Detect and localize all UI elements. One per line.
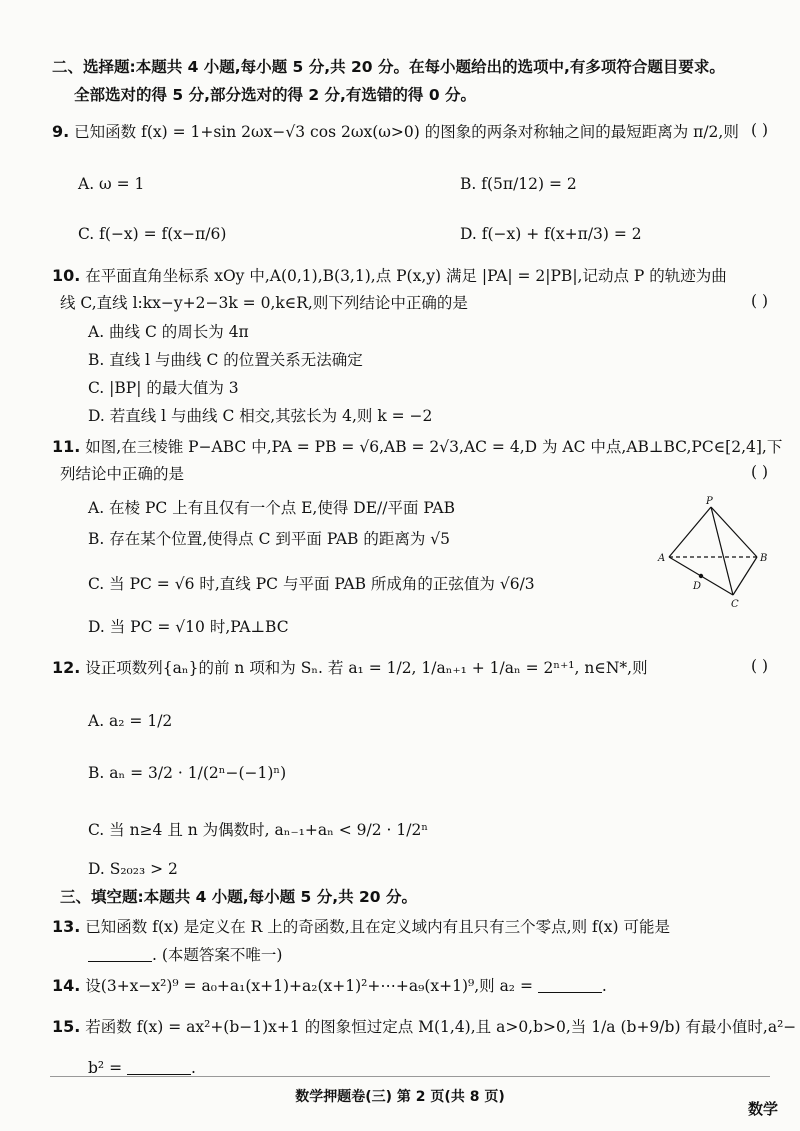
label-a: A xyxy=(658,553,666,564)
q12-option-d: D. S₂₀₂₃ > 2 xyxy=(88,860,178,878)
q11-answer-bracket: ( ) xyxy=(750,463,768,481)
q9-stem-line xyxy=(52,121,739,143)
edge-pc xyxy=(711,507,733,595)
subject-corner-label: 数学 xyxy=(747,1100,778,1118)
label-c: C xyxy=(731,599,739,610)
label-p: P xyxy=(706,496,713,507)
footer-divider xyxy=(50,1076,770,1077)
q12-answer-bracket: ( ) xyxy=(750,657,768,675)
q9-option-a: A. ω = 1 xyxy=(78,175,145,193)
q9-option-b: B. f(5π/12) = 2 xyxy=(460,175,577,193)
q11-option-b: B. 存在某个位置,使得点 C 到平面 PAB 的距离为 √5 xyxy=(88,530,450,548)
edge-bc xyxy=(733,557,757,595)
q12-option-a: A. a₂ = 1/2 xyxy=(88,712,173,730)
q13-line2 xyxy=(88,944,282,966)
q9-option-d: D. f(−x) + f(x+π/3) = 2 xyxy=(460,225,642,243)
q14-answer-blank[interactable] xyxy=(538,978,602,993)
q11-option-c: C. 当 PC = √6 时,直线 PC 与平面 PAB 所成角的正弦值为 √6/3 xyxy=(88,575,535,593)
q13-answer-blank[interactable] xyxy=(88,947,152,962)
q9-answer-bracket: ( ) xyxy=(750,121,768,139)
q11-number: 11. xyxy=(52,437,81,456)
q10-stem-1: 在平面直角坐标系 xOy 中,A(0,1),B(3,1),点 P(x,y) 满足 |PA| = 2|PB|,记动点 P 的轨迹为曲 xyxy=(85,267,727,285)
q14-stem: 设(3+x−x²)⁹ = a₀+a₁(x+1)+a₂(x+1)²+⋯+a₉(x+1)⁹,则 a₂ = xyxy=(85,977,533,995)
q13-text-2: . (本题答案不唯一) xyxy=(152,946,283,964)
q9-stem: 已知函数 f(x) = 1+sin 2ωx−√3 cos 2ωx(ω>0) 的图象的两条对称轴之间的最短距离为 π/2,则 xyxy=(74,123,739,141)
section3-heading: 三、填空题:本题共 4 小题,每小题 5 分,共 20 分。 xyxy=(60,888,417,906)
q15-text-1: 若函数 f(x) = ax²+(b−1)x+1 的图象恒过定点 M(1,4),且 a>0,b>0,当 1/a (b+9/b) 有最小值时,a²− xyxy=(85,1018,797,1036)
label-d: D xyxy=(693,581,702,592)
q13-text-1: 已知函数 f(x) 是定义在 R 上的奇函数,且在定义域内有且只有三个零点,则 f(x) 可能是 xyxy=(85,918,671,936)
q12-option-c: C. 当 n≥4 且 n 为偶数时, aₙ₋₁+aₙ < 9/2 · 1/2ⁿ xyxy=(88,821,429,839)
q12-stem-line xyxy=(52,657,648,679)
q11-stem-line1 xyxy=(52,436,782,458)
section2-heading-line2: 全部选对的得 5 分,部分选对的得 2 分,有选错的得 0 分。 xyxy=(74,86,477,104)
q14-end: . xyxy=(601,977,607,995)
q14-line xyxy=(52,975,607,997)
q15-number: 15. xyxy=(52,1017,81,1036)
q15-answer-blank[interactable] xyxy=(127,1060,191,1075)
q11-stem-1: 如图,在三棱锥 P−ABC 中,PA = PB = √6,AB = 2√3,AC = 4,D 为 AC 中点,AB⊥BC,PC∈[2,4],下 xyxy=(85,438,783,456)
q13-line1 xyxy=(52,916,670,938)
q9-number: 9. xyxy=(52,122,70,141)
q15-text-2: b² = xyxy=(88,1059,123,1077)
edge-pa xyxy=(669,507,711,557)
page-footer: 数学押题卷(三) 第 2 页(共 8 页) xyxy=(295,1089,505,1105)
q9-option-c: C. f(−x) = f(x−π/6) xyxy=(78,225,227,243)
q10-number: 10. xyxy=(52,266,81,285)
q11-option-a: A. 在棱 PC 上有且仅有一个点 E,使得 DE//平面 PAB xyxy=(88,499,455,517)
q13-number: 13. xyxy=(52,917,81,936)
q11-stem-line2: 列结论中正确的是 xyxy=(60,465,185,483)
q10-option-d: D. 若直线 l 与曲线 C 相交,其弦长为 4,则 k = −2 xyxy=(88,407,433,425)
q10-option-c: C. |BP| 的最大值为 3 xyxy=(88,379,239,397)
q10-stem-line1 xyxy=(52,265,727,287)
q12-option-b: B. aₙ = 3/2 · 1/(2ⁿ−(−1)ⁿ) xyxy=(88,764,287,782)
q15-end: . xyxy=(191,1059,196,1077)
q11-option-d: D. 当 PC = √10 时,PA⊥BC xyxy=(88,618,289,636)
q12-number: 12. xyxy=(52,658,81,677)
q15-line1 xyxy=(52,1016,796,1038)
label-b: B xyxy=(760,553,768,564)
tetrahedron-figure xyxy=(655,495,775,610)
section2-heading-line1: 二、选择题:本题共 4 小题,每小题 5 分,共 20 分。在每小题给出的选项中,有多项符合题目要求。 xyxy=(52,58,725,76)
edge-pb xyxy=(711,507,757,557)
q14-number: 14. xyxy=(52,976,81,995)
point-d xyxy=(699,574,703,578)
q10-stem-line2: 线 C,直线 l:kx−y+2−3k = 0,k∈R,则下列结论中正确的是 xyxy=(60,294,468,312)
q10-option-b: B. 直线 l 与曲线 C 的位置关系无法确定 xyxy=(88,351,363,369)
q12-stem: 设正项数列{aₙ}的前 n 项和为 Sₙ. 若 a₁ = 1/2, 1/aₙ₊₁ + 1/aₙ = 2ⁿ⁺¹, n∈N*,则 xyxy=(85,659,648,677)
q10-answer-bracket: ( ) xyxy=(750,292,768,310)
q10-option-a: A. 曲线 C 的周长为 4π xyxy=(88,323,249,341)
